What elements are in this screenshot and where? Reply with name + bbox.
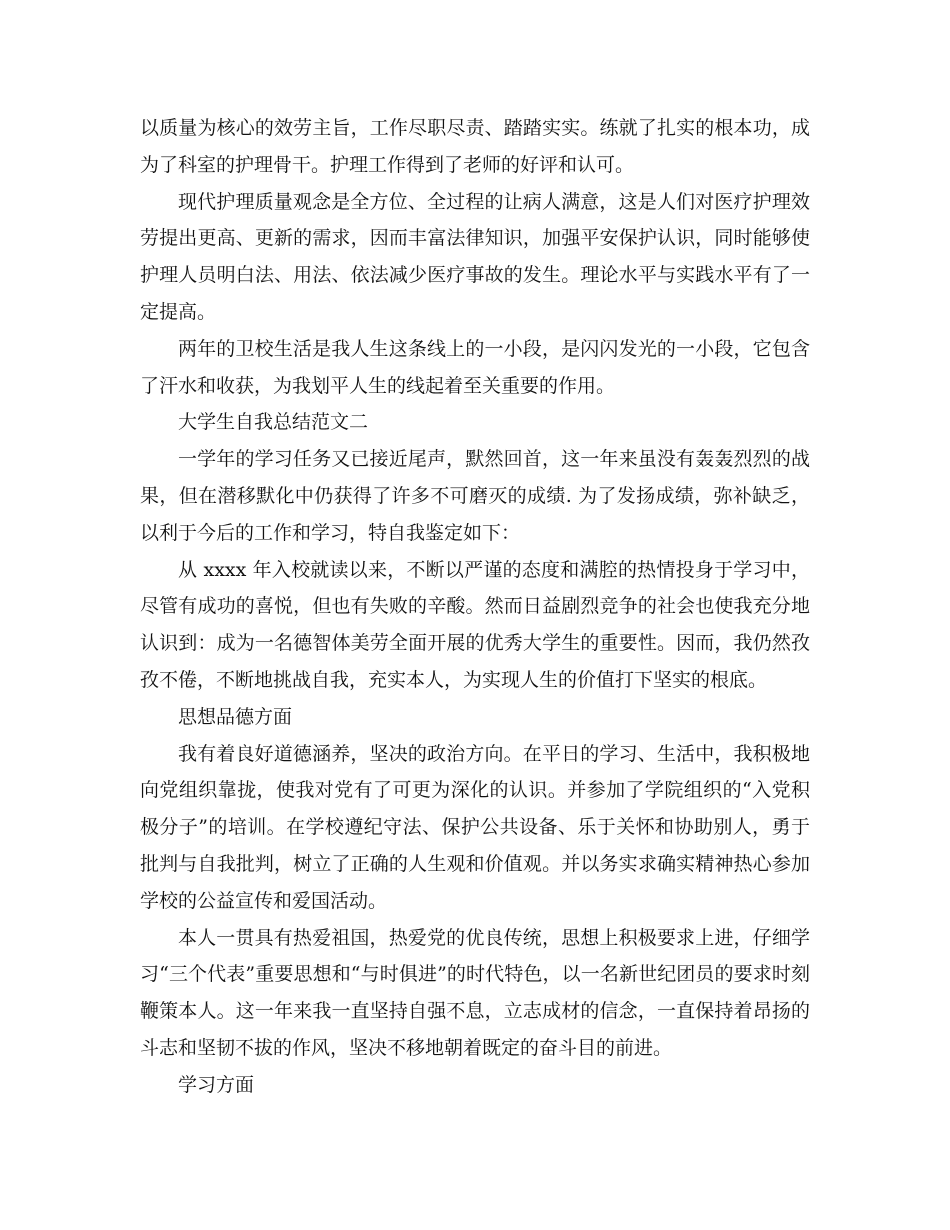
paragraph: 两年的卫校生活是我人生这条线上的一小段，是闪闪发光的一小段，它包含了汗水和收获，为我划平人生的线起着至关重要的作用。 bbox=[140, 337, 810, 397]
section-heading: 学习方面 bbox=[178, 1073, 255, 1096]
paragraph-continued: 以质量为核心的效劳主旨，工作尽职尽责、踏踏实实。练就了扎实的根本功，成为了科室的护理骨干。护理工作得到了老师的好评和认可。 bbox=[140, 117, 810, 176]
section-heading: 大学生自我总结范文二 bbox=[178, 411, 369, 434]
document-body bbox=[140, 110, 810, 1104]
paragraph: 我有着良好道德涵养，坚决的政治方向。在平日的学习、生活中，我积极地向党组织靠拢，使我对党有了可更为深化的认识。并参加了学院组织的“入党积极分子”的培训。在学校遵纪守法、保护公共设备、乐于关怀和协助别人，勇于批判与自我批判，树立了正确的人生观和价值观。并以务实求确实精神热心参加学校的公益宣传和爱国活动。 bbox=[140, 742, 810, 912]
paragraph: 从 xxxx 年入校就读以来，不断以严谨的态度和满腔的热情投身于学习中，尽管有成功的喜悦，但也有失败的辛酸。然而日益剧烈竞争的社会也使我充分地认识到：成为一名德智体美劳全面开展的优秀大学生的重要性。因而，我仍然孜孜不倦，不断地挑战自我，充实本人，为实现人生的价值打下坚实的根底。 bbox=[140, 558, 810, 691]
paragraph: 现代护理质量观念是全方位、全过程的让病人满意，这是人们对医疗护理效劳提出更高、更新的需求，因而丰富法律知识，加强平安保护认识，同时能够使护理人员明白法、用法、依法减少医疗事故的发生。理论水平与实践水平有了一定提高。 bbox=[140, 190, 810, 323]
paragraph: 一学年的学习任务又已接近尾声，默然回首，这一年来虽没有轰轰烈烈的战果，但在潜移默化中仍获得了许多不可磨灭的成绩. 为了发扬成绩，弥补缺乏，以利于今后的工作和学习，特自我鉴定如下： bbox=[140, 448, 810, 544]
paragraph: 本人一贯具有热爱祖国，热爱党的优良传统，思想上积极要求上进，仔细学习“三个代表”重要思想和“与时俱进”的时代特色，以一名新世纪团员的要求时刻鞭策本人。这一年来我一直坚持自强不息，立志成材的信念，一直保持着昂扬的斗志和坚韧不拔的作风，坚决不移地朝着既定的奋斗目的前进。 bbox=[140, 926, 810, 1059]
section-heading: 思想品德方面 bbox=[178, 705, 293, 728]
